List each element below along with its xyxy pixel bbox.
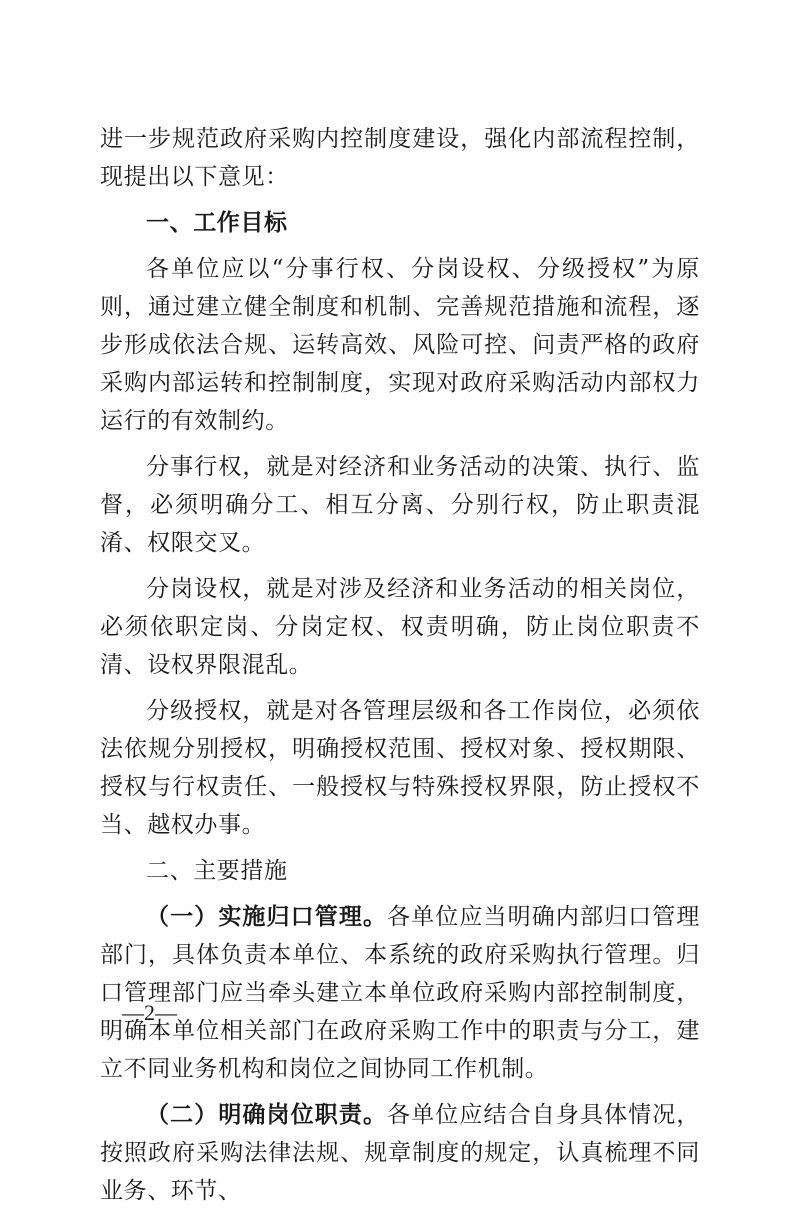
paragraph-principles: 各单位应以“分事行权、分岗设权、分级授权”为原则，通过建立健全制度和机制、完善规范措施和流程，逐步形成依法合规、运转高效、风险可控、问责严格的政府采购内部运转和控制制度，实现对政府采购活动内部权力运行的有效制约。 [100,256,700,434]
measure-2-title: （二）明确岗位职责。 [146,1102,388,1128]
section-heading-work-goals: 一、工作目标 [146,210,288,236]
paragraph-intro: 进一步规范政府采购内控制度建设，强化内部流程控制，现提出以下意见： [100,126,700,190]
page-number: —2— [122,1000,177,1025]
paragraph-separate-posts: 分岗设权，就是对涉及经济和业务活动的相关岗位，必须依职定岗、分岗定权、权责明确，防止岗位职责不清、设权界限混乱。 [100,576,700,678]
measure-1-title: （一）实施归口管理。 [146,904,388,930]
paragraph-measure-2 [100,1096,700,1210]
paragraph-separate-duties: 分事行权，就是对经济和业务活动的决策、执行、监督，必须明确分工、相互分离、分别行权，防止职责混淆、权限交叉。 [100,454,700,556]
measure-1-text: 各单位应当明确内部归口管理部门，具体负责本单位、本系统的政府采购执行管理。归口管理部门应当牵头建立本单位政府采购内部控制制度，明确本单位相关部门在政府采购工作中的职责与分工，建立不同业务机构和岗位之间协同工作机制。 [100,904,700,1082]
document-body [100,120,700,1218]
paragraph-measure-1 [100,898,700,1088]
paragraph-tiered-authorization: 分级授权，就是对各管理层级和各工作岗位，必须依法依规分别授权，明确授权范围、授权对象、授权期限、授权与行权责任、一般授权与特殊授权界限，防止授权不当、越权办事。 [100,698,700,838]
measure-2-text: 各单位应结合自身具体情况，按照政府采购法律法规、规章制度的规定，认真梳理不同业务、环节、 [100,1102,700,1204]
section-heading-main-measures: 二、主要措施 [146,858,288,884]
